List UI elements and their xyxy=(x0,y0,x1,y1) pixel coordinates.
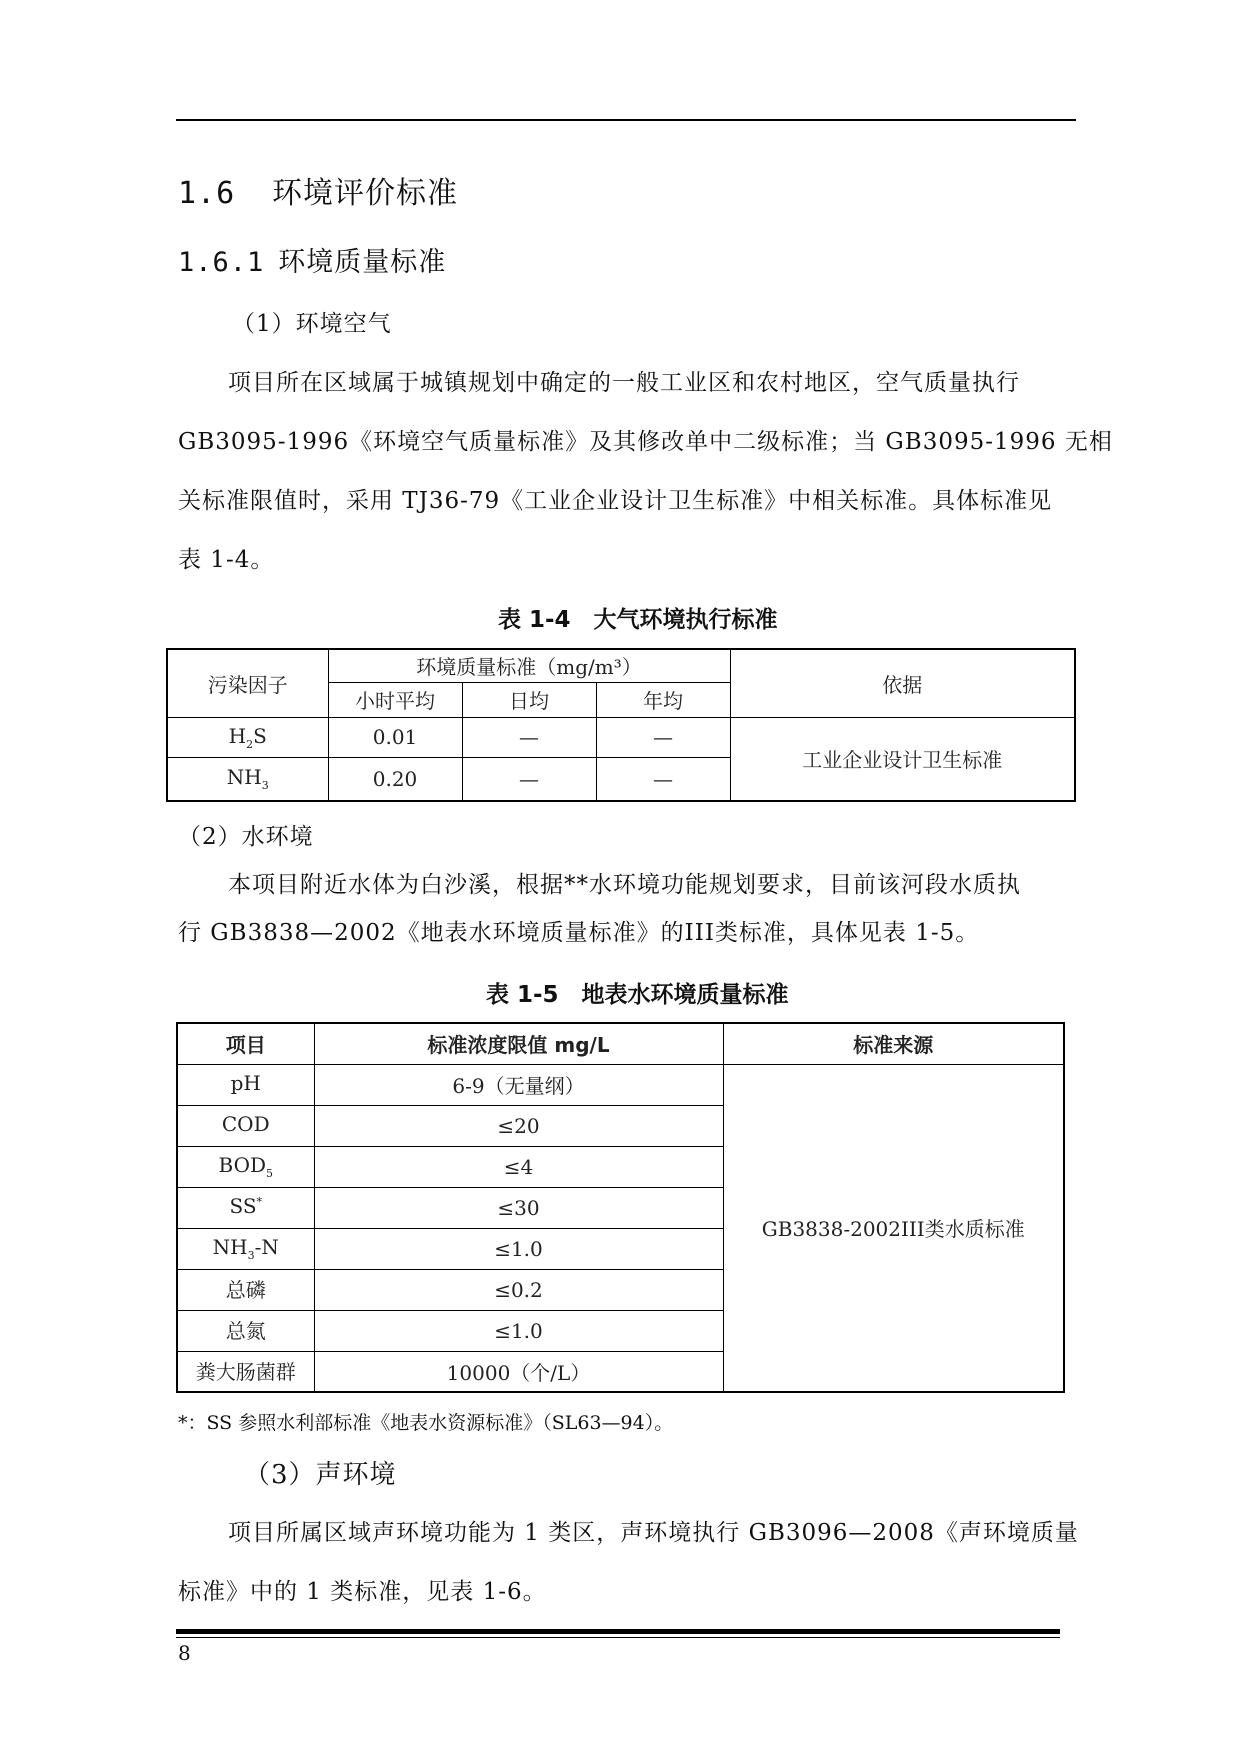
limit-cell: 6-9（无量纲） xyxy=(314,1064,723,1105)
annual-cell: — xyxy=(596,717,730,757)
air-paragraph-line: GB3095-1996《环境空气质量标准》及其修改单中二级标准；当 GB3095-1996 无相 xyxy=(178,429,1113,455)
water-heading: （2）水环境 xyxy=(178,824,314,850)
col-basis-header: 依据 xyxy=(730,649,1075,717)
col-source-header: 标准来源 xyxy=(723,1023,1064,1064)
section-title: 环境评价标准 xyxy=(272,176,458,211)
pollutant-cell: $H_2S$ xyxy=(167,717,328,757)
hourly-cell: 0.01 xyxy=(328,717,462,757)
limit-cell: 10000（个/L） xyxy=(314,1351,723,1392)
water-paragraph-line: 行 GB3838—2002《地表水环境质量标准》的III类标准，具体见表 1-5。 xyxy=(178,920,980,946)
table2-caption: 表 1-5 地表水环境质量标准 xyxy=(486,982,789,1008)
limit-cell: ≤4 xyxy=(314,1146,723,1187)
section-heading xyxy=(178,168,458,212)
table1-caption: 表 1-4 大气环境执行标准 xyxy=(498,607,778,633)
item-cell: SS* xyxy=(177,1187,314,1228)
footer-rule-thick xyxy=(176,1629,1060,1634)
item-cell: 总磷 xyxy=(177,1269,314,1310)
limit-cell: ≤20 xyxy=(314,1105,723,1146)
item-cell: pH xyxy=(177,1064,314,1105)
air-paragraph-line: 关标准限值时，采用 TJ36-79《工业企业设计卫生标准》中相关标准。具体标准见 xyxy=(178,488,1053,514)
air-paragraph-line: 项目所在区域属于城镇规划中确定的一般工业区和农村地区，空气质量执行 xyxy=(228,370,1020,396)
item-cell: $NH_3-N$ xyxy=(177,1228,314,1269)
col-item-header: 项目 xyxy=(177,1023,314,1064)
noise-paragraph-line: 标准》中的 1 类标准，见表 1-6。 xyxy=(178,1579,547,1605)
header-rule xyxy=(176,119,1076,121)
col-standard-header: 环境质量标准（mg/m³） xyxy=(328,649,730,682)
daily-cell: — xyxy=(462,757,596,801)
item-cell: $BOD_5$ xyxy=(177,1146,314,1187)
footer-rule-thin xyxy=(176,1637,1060,1638)
col-hourly-header: 小时平均 xyxy=(328,682,462,717)
col-daily-header: 日均 xyxy=(462,682,596,717)
subsection-heading xyxy=(178,240,446,279)
surface-water-table xyxy=(176,1022,1065,1393)
noise-heading: （3）声环境 xyxy=(244,1460,397,1490)
daily-cell: — xyxy=(462,717,596,757)
air-standard-table xyxy=(166,648,1076,802)
limit-cell: ≤0.2 xyxy=(314,1269,723,1310)
air-heading: （1）环境空气 xyxy=(232,311,392,337)
table-row xyxy=(167,717,1075,757)
subsection-title: 环境质量标准 xyxy=(278,247,447,278)
section-number: 1.6 xyxy=(178,176,236,211)
water-paragraph-line: 本项目附近水体为白沙溪，根据**水环境功能规划要求，目前该河段水质执 xyxy=(228,872,1021,898)
col-pollutant-header: 污染因子 xyxy=(167,649,328,717)
item-cell: 粪大肠菌群 xyxy=(177,1351,314,1392)
basis-cell: 工业企业设计卫生标准 xyxy=(730,717,1075,801)
noise-paragraph-line: 项目所属区域声环境功能为 1 类区，声环境执行 GB3096—2008《声环境质量 xyxy=(228,1520,1079,1546)
subsection-number: 1.6.1 xyxy=(178,247,265,278)
limit-cell: ≤30 xyxy=(314,1187,723,1228)
table-row xyxy=(177,1064,1064,1105)
table-footnote: *：SS 参照水利部标准《地表水资源标准》（SL63—94）。 xyxy=(178,1412,674,1434)
col-annual-header: 年均 xyxy=(596,682,730,717)
annual-cell: — xyxy=(596,757,730,801)
limit-cell: ≤1.0 xyxy=(314,1228,723,1269)
page-number: 8 xyxy=(178,1641,191,1665)
limit-cell: ≤1.0 xyxy=(314,1310,723,1351)
hourly-cell: 0.20 xyxy=(328,757,462,801)
pollutant-cell: $NH_3$ xyxy=(167,757,328,801)
item-cell: 总氮 xyxy=(177,1310,314,1351)
item-cell: COD xyxy=(177,1105,314,1146)
source-cell: GB3838-2002III类水质标准 xyxy=(723,1064,1064,1392)
col-limit-header: 标准浓度限值 mg/L xyxy=(314,1023,723,1064)
air-paragraph-line: 表 1-4。 xyxy=(178,547,275,573)
